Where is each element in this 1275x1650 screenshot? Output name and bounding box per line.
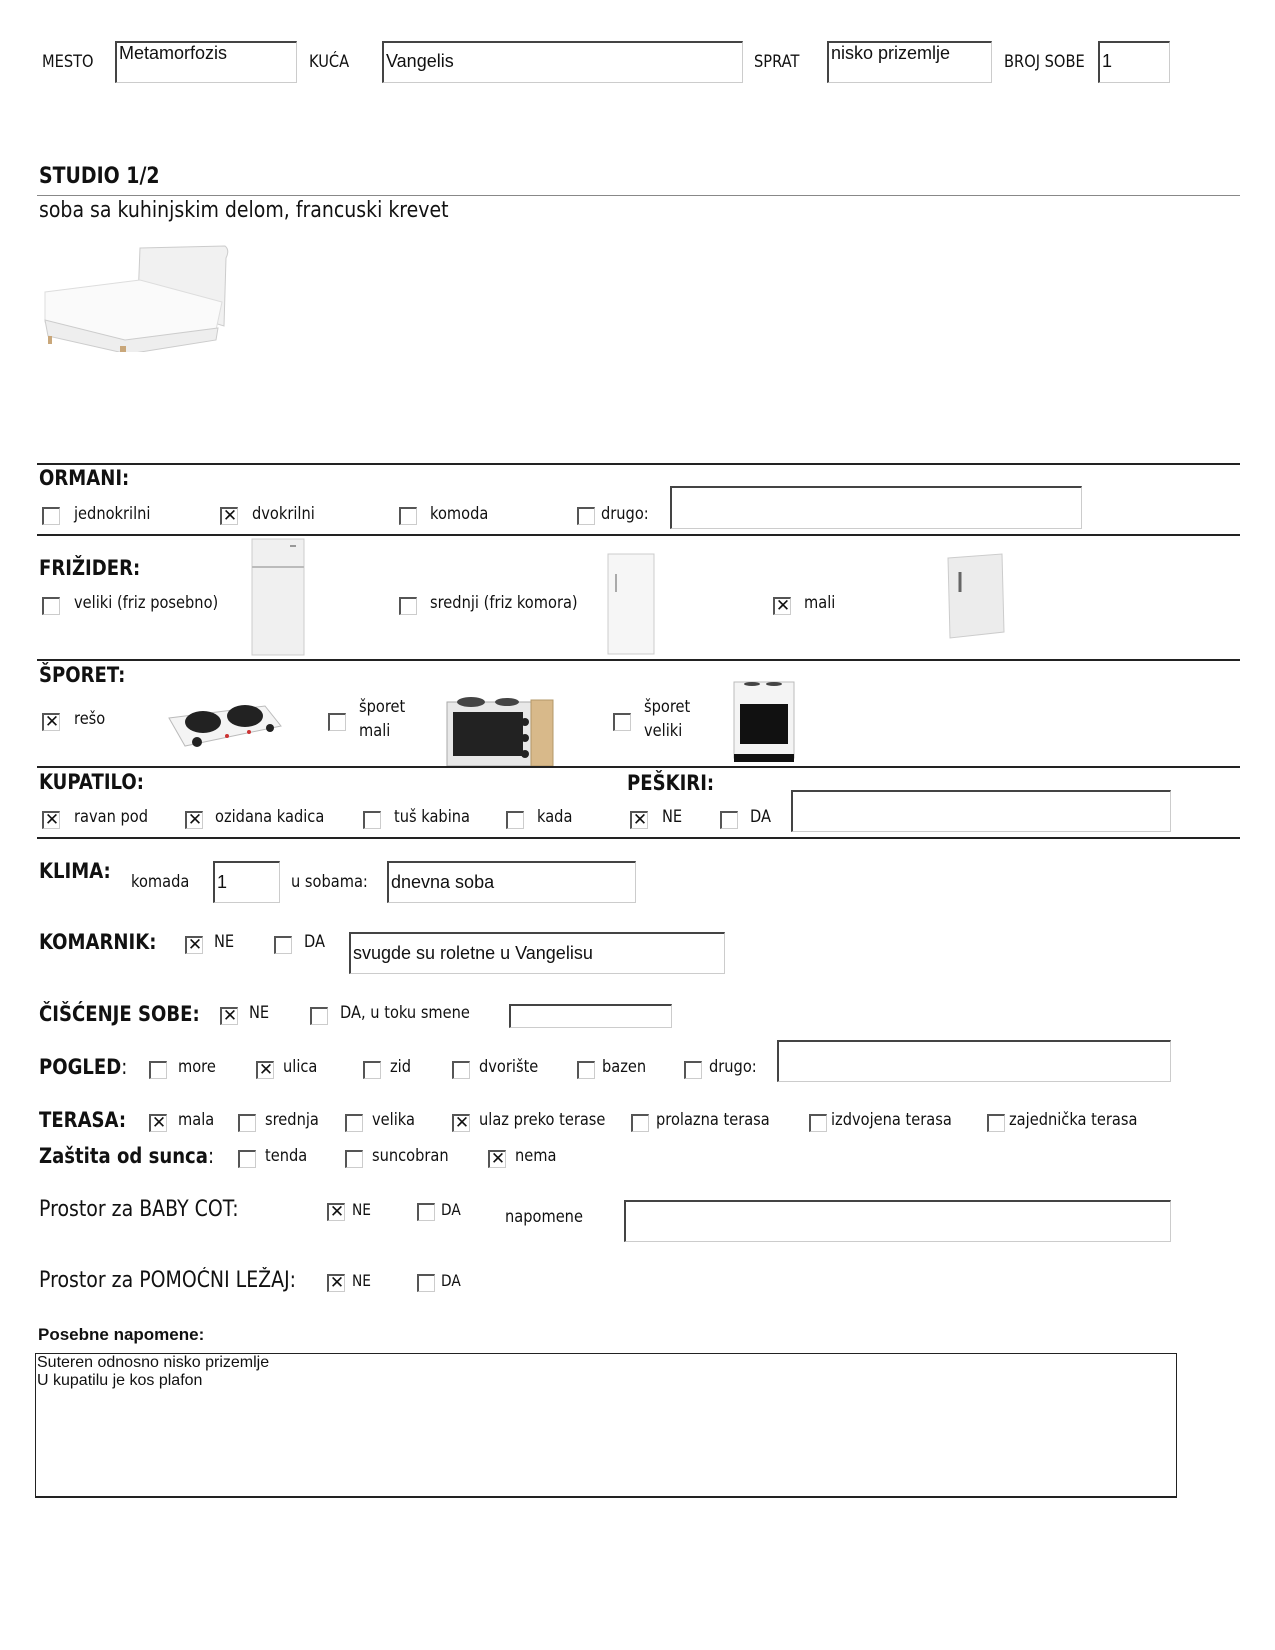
komarnik-title: KOMARNIK:: [39, 930, 157, 954]
baby-cot-title: Prostor za BABY COT:: [39, 1197, 239, 1222]
broj-sobe-label: BROJ SOBE: [1004, 52, 1085, 72]
ormani-drugo-label: drugo:: [601, 504, 649, 524]
sporet-reso-checkbox[interactable]: [42, 713, 60, 731]
terasa-title: TERASA:: [39, 1108, 127, 1132]
ormani-komoda-label: komoda: [430, 504, 489, 524]
terasa-velika-checkbox[interactable]: [345, 1114, 363, 1132]
komarnik-ne-checkbox[interactable]: [185, 936, 203, 954]
frizider-veliki-checkbox[interactable]: [42, 597, 60, 615]
komarnik-da-checkbox[interactable]: [274, 936, 292, 954]
kuca-label: KUĆA: [309, 52, 350, 72]
ormani-dvokrilni-label: dvokrilni: [252, 504, 315, 524]
zastita-suncobran-label: suncobran: [372, 1146, 449, 1166]
posebne-napomene-line-1: Suteren odnosno nisko prizemlje: [37, 1354, 270, 1371]
zastita-tenda-checkbox[interactable]: [238, 1150, 256, 1168]
pogled-ulica-checkbox[interactable]: [256, 1061, 274, 1079]
posebne-napomene-line-2: U kupatilu je kos plafon: [37, 1372, 203, 1389]
kuca-field[interactable]: Vangelis: [382, 41, 743, 83]
ormani-drugo-field[interactable]: [670, 486, 1082, 529]
pogled-title: [39, 1055, 127, 1079]
pogled-ulica-label: ulica: [283, 1057, 318, 1077]
ormani-drugo-checkbox[interactable]: [577, 507, 595, 525]
pogled-dvoriste-label: dvorište: [479, 1057, 539, 1077]
baby-cot-da-label: DA: [441, 1200, 461, 1219]
pomocni-lezaj-ne-label: NE: [352, 1271, 371, 1290]
komarnik-ne-label: NE: [214, 932, 235, 952]
pogled-drugo-label: drugo:: [709, 1057, 757, 1077]
frizider-title: FRIŽIDER:: [39, 556, 141, 580]
zastita-suncobran-checkbox[interactable]: [345, 1150, 363, 1168]
klima-komada-label: komada: [131, 872, 190, 892]
kupatilo-tus-kabina-label: tuš kabina: [394, 807, 471, 827]
ormani-dvokrilni-checkbox[interactable]: [220, 507, 238, 525]
kupatilo-ozidana-kadica-checkbox[interactable]: [185, 811, 203, 829]
ciscenje-title: ČIŠĆENJE SOBE:: [39, 1002, 200, 1026]
mesto-label: MESTO: [42, 52, 94, 72]
fridge-large-image: [250, 537, 308, 659]
sprat-field[interactable]: nisko prizemlje: [827, 41, 992, 83]
terasa-srednja-label: srednja: [265, 1110, 319, 1130]
ciscenje-ne-label: NE: [249, 1003, 270, 1023]
komarnik-note-field[interactable]: svugde su roletne u Vangelisu: [349, 932, 725, 974]
zastita-colon: :: [207, 1144, 215, 1168]
ormani-jednokrilni-checkbox[interactable]: [42, 507, 60, 525]
ormani-komoda-checkbox[interactable]: [399, 507, 417, 525]
pogled-drugo-field[interactable]: [777, 1040, 1171, 1082]
peskiri-title: PEŠKIRI:: [627, 771, 715, 795]
terasa-srednja-checkbox[interactable]: [238, 1114, 256, 1132]
frizider-mali-checkbox[interactable]: [773, 597, 791, 615]
peskiri-da-checkbox[interactable]: [720, 811, 738, 829]
bed-image: [40, 240, 230, 352]
sporet-veliki-label-1: šporet: [644, 697, 691, 717]
peskiri-ne-checkbox[interactable]: [630, 811, 648, 829]
pomocni-lezaj-title: Prostor za POMOĆNI LEŽAJ:: [39, 1268, 297, 1293]
ormani-title: ORMANI:: [39, 466, 130, 490]
frizider-veliki-label: veliki (friz posebno): [74, 593, 219, 613]
baby-cot-napomene-label: napomene: [505, 1207, 583, 1227]
baby-cot-ne-checkbox[interactable]: [327, 1203, 345, 1221]
sporet-mali-checkbox[interactable]: [328, 713, 346, 731]
room-title: STUDIO 1/2: [39, 164, 160, 189]
pogled-colon: :: [121, 1055, 128, 1079]
baby-cot-ne-label: NE: [352, 1200, 371, 1219]
komarnik-da-label: DA: [304, 932, 326, 952]
kupatilo-ravan-pod-checkbox[interactable]: [42, 811, 60, 829]
sporet-veliki-label-2: veliki: [644, 721, 683, 741]
broj-sobe-field[interactable]: 1: [1098, 41, 1170, 83]
posebne-napomene-title: Posebne napomene:: [38, 1325, 205, 1344]
ciscenje-da-checkbox[interactable]: [310, 1007, 328, 1025]
terasa-izdvojena-checkbox[interactable]: [809, 1114, 827, 1132]
sprat-label: SPRAT: [754, 52, 800, 72]
pogled-drugo-checkbox[interactable]: [684, 1061, 702, 1079]
terasa-izdvojena-label: izdvojena terasa: [831, 1110, 952, 1130]
fridge-medium-image: [606, 552, 658, 658]
frizider-srednji-label: srednji (friz komora): [430, 593, 578, 613]
sporet-reso-label: rešo: [74, 709, 106, 729]
terasa-zajednicka-checkbox[interactable]: [987, 1114, 1005, 1132]
zastita-title: [39, 1144, 214, 1168]
terasa-prolazna-checkbox[interactable]: [631, 1114, 649, 1132]
klima-u-sobama-field[interactable]: dnevna soba: [387, 861, 636, 903]
mesto-field[interactable]: Metamorfozis: [115, 41, 297, 83]
room-description: soba sa kuhinjskim delom, francuski krevet: [39, 198, 449, 223]
zastita-nema-checkbox[interactable]: [488, 1150, 506, 1168]
sporet-veliki-checkbox[interactable]: [613, 713, 631, 731]
ciscenje-ne-checkbox[interactable]: [220, 1007, 238, 1025]
baby-cot-da-checkbox[interactable]: [417, 1203, 435, 1221]
posebne-napomene-textarea[interactable]: [35, 1353, 1177, 1498]
zastita-nema-label: nema: [515, 1146, 557, 1166]
ciscenje-da-label: DA, u toku smene: [340, 1003, 470, 1023]
pogled-title-text: POGLED: [39, 1055, 122, 1079]
ciscenje-note-field[interactable]: [509, 1004, 672, 1028]
pomocni-lezaj-da-label: DA: [441, 1271, 461, 1290]
sporet-mali-label-2: mali: [359, 721, 391, 741]
pogled-zid-checkbox[interactable]: [363, 1061, 381, 1079]
kupatilo-ravan-pod-label: ravan pod: [74, 807, 149, 827]
pomocni-lezaj-ne-checkbox[interactable]: [327, 1274, 345, 1292]
kupatilo-kada-checkbox[interactable]: [506, 811, 524, 829]
klima-komada-field[interactable]: 1: [213, 861, 280, 903]
pogled-more-checkbox[interactable]: [149, 1061, 167, 1079]
terasa-zajednicka-label: zajednička terasa: [1009, 1110, 1138, 1130]
sporet-title: ŠPORET:: [39, 663, 126, 687]
terasa-ulaz-label: ulaz preko terase: [479, 1110, 606, 1130]
pogled-bazen-label: bazen: [602, 1057, 647, 1077]
terasa-ulaz-checkbox[interactable]: [452, 1114, 470, 1132]
pomocni-lezaj-da-checkbox[interactable]: [417, 1274, 435, 1292]
klima-u-sobama-label: u sobama:: [291, 872, 368, 892]
frizider-srednji-checkbox[interactable]: [399, 597, 417, 615]
peskiri-da-label: DA: [750, 807, 772, 827]
kupatilo-tus-kabina-checkbox[interactable]: [363, 811, 381, 829]
terasa-mala-checkbox[interactable]: [149, 1114, 167, 1132]
pogled-zid-label: zid: [390, 1057, 412, 1077]
terasa-velika-label: velika: [372, 1110, 415, 1130]
kupatilo-ozidana-kadica-label: ozidana kadica: [215, 807, 325, 827]
peskiri-ne-label: NE: [662, 807, 683, 827]
fridge-small-image: [944, 552, 1008, 642]
klima-title: KLIMA:: [39, 859, 111, 883]
peskiri-note-field[interactable]: [791, 790, 1171, 832]
frizider-mali-label: mali: [804, 593, 836, 613]
terasa-prolazna-label: prolazna terasa: [656, 1110, 770, 1130]
zastita-title-text: Zaštita od sunca: [39, 1144, 208, 1168]
hotplate-image: [165, 696, 283, 754]
pogled-bazen-checkbox[interactable]: [577, 1061, 595, 1079]
pogled-dvoriste-checkbox[interactable]: [452, 1061, 470, 1079]
stove-image: [730, 678, 798, 766]
terasa-mala-label: mala: [178, 1110, 215, 1130]
sporet-mali-label-1: šporet: [359, 697, 406, 717]
ormani-jednokrilni-label: jednokrilni: [74, 504, 151, 524]
zastita-tenda-label: tenda: [265, 1146, 308, 1166]
baby-cot-napomene-field[interactable]: [624, 1200, 1171, 1242]
kupatilo-title: KUPATILO:: [39, 770, 144, 794]
kupatilo-kada-label: kada: [537, 807, 573, 827]
pogled-more-label: more: [178, 1057, 216, 1077]
mini-oven-image: [445, 692, 557, 768]
